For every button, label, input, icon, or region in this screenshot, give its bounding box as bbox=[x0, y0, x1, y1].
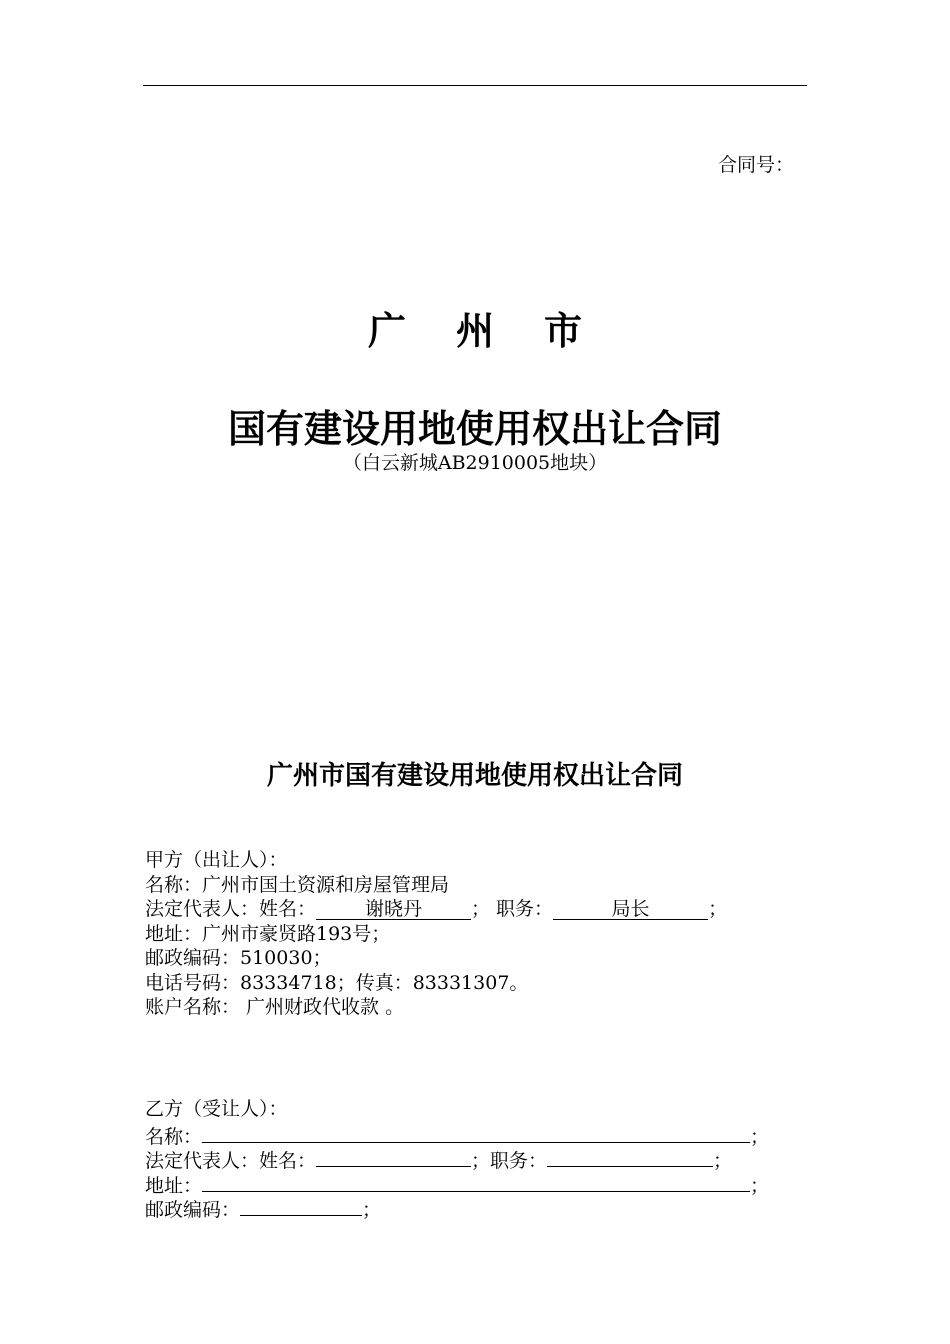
party-b-rep-line bbox=[145, 1146, 769, 1171]
party-b-postcode-line bbox=[145, 1195, 769, 1220]
rep-label: 法定代表人：姓名： bbox=[145, 898, 317, 920]
party-a-block bbox=[145, 848, 727, 1020]
address-label: 地址： bbox=[145, 1174, 203, 1197]
city-title: 广州市 bbox=[367, 308, 632, 353]
party-a-heading: 甲方（出让人）： bbox=[145, 849, 288, 871]
postcode-field[interactable] bbox=[240, 1195, 362, 1216]
line-end: ； bbox=[750, 1125, 770, 1148]
contract-main-title: 国有建设用地使用权出让合同 bbox=[227, 406, 722, 451]
line-end: ； bbox=[713, 1150, 733, 1172]
rep-label: 法定代表人：姓名： bbox=[145, 1150, 317, 1172]
rep-title-field[interactable] bbox=[547, 1146, 713, 1167]
party-b-name-line bbox=[145, 1122, 769, 1147]
party-a-phone: 电话号码：83334718；传真：83331307。 bbox=[145, 971, 529, 994]
line-end: ； bbox=[362, 1199, 382, 1221]
address-field[interactable] bbox=[202, 1171, 750, 1192]
party-a-address: 地址：广州市豪贤路193号； bbox=[145, 922, 391, 945]
party-a-rep-line bbox=[145, 897, 727, 922]
rep-separator: ； 职务： bbox=[471, 898, 554, 920]
section-title: 广州市国有建设用地使用权出让合同 bbox=[266, 761, 683, 791]
name-label: 名称： bbox=[145, 1125, 203, 1148]
rep-name-field: 谢晓丹 bbox=[316, 899, 471, 920]
party-b-block bbox=[145, 1097, 769, 1220]
contract-number-label: 合同号： bbox=[718, 154, 795, 176]
top-rule bbox=[143, 85, 807, 86]
postcode-label: 邮政编码： bbox=[145, 1199, 241, 1221]
party-b-address-line bbox=[145, 1171, 769, 1196]
name-field[interactable] bbox=[202, 1122, 750, 1143]
party-a-postcode: 邮政编码：510030； bbox=[145, 947, 332, 969]
plot-subtitle: （白云新城AB2910005地块） bbox=[342, 452, 608, 474]
party-a-name: 名称：广州市国土资源和房屋管理局 bbox=[145, 873, 450, 896]
party-a-account: 账户名称： 广州财政代收款 。 bbox=[145, 996, 405, 1018]
line-end: ； bbox=[750, 1174, 770, 1197]
rep-separator: ；职务： bbox=[471, 1150, 548, 1172]
rep-name-field[interactable] bbox=[316, 1146, 471, 1167]
party-b-heading: 乙方（受让人）： bbox=[145, 1098, 288, 1120]
rep-title-field: 局长 bbox=[553, 899, 708, 920]
rep-end: ； bbox=[708, 898, 728, 920]
